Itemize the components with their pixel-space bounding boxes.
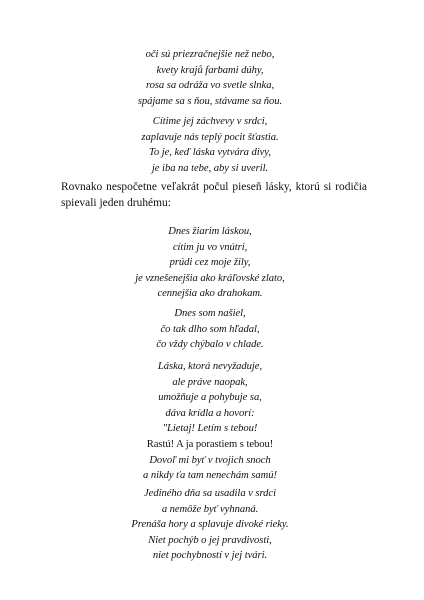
verse-line: cítim ju vo vnútri, bbox=[172, 241, 248, 253]
verse-line: oči sú priezračnejšie než nebo, bbox=[145, 49, 275, 60]
verse-line: Niet pochýb o jej pravdivosti, bbox=[148, 534, 272, 546]
verse-line: Dnes žiarim láskou, bbox=[168, 226, 252, 237]
verse-line: kvety krajů farbami dúhy, bbox=[156, 64, 264, 76]
poem-stanza-4 bbox=[60, 306, 360, 353]
poem-stanza-1 bbox=[60, 47, 360, 109]
verse-line: a nikdy ťa tam nenechám samú! bbox=[143, 470, 277, 482]
verse-line: "Lietaj! Letím s tebou! bbox=[162, 423, 258, 435]
verse-line: To je, keď láska vytvára divy, bbox=[149, 147, 271, 159]
poem-stanza-5 bbox=[60, 359, 360, 484]
verse-line: Jediného dňa sa usadila v srdci bbox=[144, 488, 276, 499]
poem-stanza-3 bbox=[60, 224, 360, 302]
verse-line: Láska, ktorá nevyžaduje, bbox=[157, 361, 263, 372]
verse-line: čo tak dlho som hľadal, bbox=[160, 323, 260, 335]
verse-line: spájame sa s ňou, stávame sa ňou. bbox=[137, 95, 283, 107]
prose-paragraph: Rovnako nespočetne veľakrát počul pieseň lásky, ktorú si rodičia spievali jeden druhému: bbox=[61, 181, 367, 209]
verse-line: je iba na tebe, aby si uveril. bbox=[151, 162, 269, 174]
verse-line: je vznešenejšia ako kráľovské zlato, bbox=[135, 272, 285, 284]
verse-line: dáva krídla a hovorí: bbox=[165, 407, 255, 419]
verse-line: a nemôže byť vyhnaná. bbox=[161, 503, 259, 515]
verse-line: niet pochybností v jej tvári. bbox=[152, 550, 268, 562]
verse-line: Prenáša hory a splavuje divoké rieky. bbox=[131, 519, 289, 531]
verse-line: rosa sa odráža vo svetle slnka, bbox=[145, 80, 275, 92]
verse-line: Dovoľ mi byť v tvojich snoch bbox=[149, 454, 271, 466]
verse-line: cennejšia ako drahokam. bbox=[157, 288, 263, 300]
verse-line: prúdi cez moje žily, bbox=[169, 257, 251, 269]
poem-stanza-2 bbox=[60, 114, 360, 176]
verse-line: umožňuje a pohybuje sa, bbox=[158, 392, 262, 404]
verse-line: Cítime jej záchvevy v srdci, bbox=[152, 116, 268, 127]
verse-line: zaplavuje nás teplý pocit šťastia. bbox=[141, 131, 279, 143]
verse-line-upright: Rastú! A ja porastiem s tebou! bbox=[146, 438, 274, 450]
verse-line: ale práve naopak, bbox=[172, 376, 248, 388]
poem-stanza-6 bbox=[60, 486, 360, 564]
verse-line: čo vždy chýbalo v chlade. bbox=[156, 339, 264, 351]
verse-line: Dnes som našiel, bbox=[174, 308, 246, 319]
